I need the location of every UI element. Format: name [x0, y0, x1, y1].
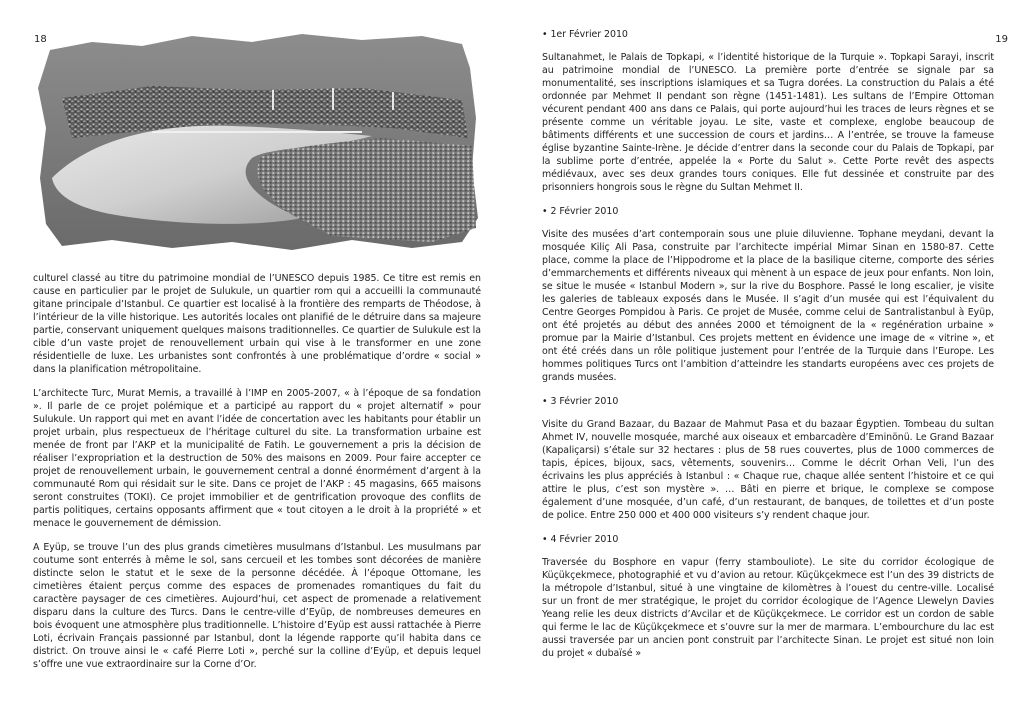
paragraph: Traversée du Bosphore en vapur (ferry stambouliote). Le site du corridor écologique de Küçükçekmece, photographié et vu d’avion au retour. Küçükçekmece est l’un des 39 districts de la métropole d’Istanbul, situé à une vingtaine de kilomètres à l’ouest du centre-ville. Localisé sur un front de mer stratégique, le projet du corridor écologique de l’Agence Llewelyn Davies Yeang relie les deux districts d’Avcilar et de Küçükçekmece. Le corridor est un cordon de sable qui ferme le lac de Küçükçekmece et s’ouvre sur la mer de marmara. L’embourchure du lac est aussi traversée par un ancien pont construit par l’architecte Sinan. Le projet est situé non loin du projet « dubaïsé » — [542, 557, 994, 659]
page-number-right: 19 — [995, 34, 1008, 45]
paragraph: Visite du Grand Bazaar, du Bazaar de Mahmut Pasa et du bazaar Égyptien. Tombeau du sultan Ahmet IV, nouvelle mosquée, marché aux oiseaux et embarcadère d’Eminönü. Le Grand Bazaar (Kapaliçarsi) s’étale sur 32 hectares : plus de 58 rues couvertes, plus de 1000 commerces de tapis, épices, bijoux, sacs, vêtements, souvenirs… Comme le décrit Orhan Veli, l’un des écrivains les plus appréciés à Istanbul : « Chaque rue, chaque allée sentent l’histoire et ce qui attire le plus, c’est son mystère ». … Bâti en pierre et brique, le complexe se compose également d’une mosquée, d’un café, d’un restaurant, de banques, de toilettes et d’un poste de police. Entre 250 000 et 400 000 visiteurs s’y rendent chaque jour. — [542, 419, 994, 521]
left-page-text — [33, 272, 481, 682]
paragraph: culturel classé au titre du patrimoine mondial de l’UNESCO depuis 1985. Ce titre est remis en cause en particulier par le projet de Sulukule, un quartier rom qui a accueilli la communauté gitane principale d’Istanbul. Ce quartier est localisé à la frontière des remparts de Théodose, à l’intérieur de la ville historique. Les autorités locales ont planifié de le détruire dans sa majeure partie, conservant uniquement quelques maisons traditionnelles. Ce quartier de Sulukule est la cible d’un vaste projet de renouvellement urbain qui vise à le transformer en une zone résidentielle de luxe. Les urbanistes sont confrontés à une problématique d’ordre « social » dans la planification métropolitaine. — [33, 273, 481, 375]
diary-date-heading: • 3 Février 2010 — [542, 396, 619, 407]
paragraph: L’architecte Turc, Murat Memis, a travaillé à l’IMP en 2005-2007, « à l’époque de sa fondation ». Il parle de ce projet polémique et a participé au rapport du « projet alternatif » pour Sulukule. Un rapport qui met en avant l’idée de concertation avec les habitants pour établir un projet urbain, plus respectueux de l’héritage culturel du site. La transformation urbaine est menée de front par l’AKP et la municipalité de Fatih. Le gouvernement a pris la décision de réaliser l’expropriation et la destruction de 50% des maisons en 2009. Pour faire accepter ce projet de renouvellement urbain, le gouvernement central a donné énormément d’argent à la communauté Rom qui résidait sur le site. Dans ce projet de l’AKP : 45 magasins, 665 maisons seront construites (TOKI). Ce projet immobilier et de gentrification provoque des conflits de partis politiques, certains opposants affirment que « tout citoyen a le droit à la propriété » et menace le gouvernement de démission. — [33, 388, 481, 529]
diary-date-heading: • 4 Février 2010 — [542, 534, 619, 545]
diary-date-heading: • 1er Février 2010 — [542, 29, 628, 40]
page-number-left: 18 — [34, 34, 47, 45]
paragraph: A Eyüp, se trouve l’un des plus grands cimetières musulmans d’Istanbul. Les musulmans par coutume sont enterrés à même le sol, sans cercueil et les tombes sont décorées de manière distincte selon le statut et le sexe de la personne décédée. À l’époque Ottomane, les cimetières étaient perçus comme des espaces de promenades romantiques du fait du caractère paysager de ces cimetières. Aujourd’hui, cet aspect de promenade a relativement disparu dans la culture des Turcs. Dans le centre-ville d’Eyüp, de nombreuses demeures en bois évoquent une atmosphère plus traditionnelle. L’histoire d’Eyüp est aussi rattachée à Pierre Loti, écrivain Français passionné par Istanbul, dont la légende rapporte qu’il habita dans ce district. On trouve ainsi le « café Pierre Loti », perché sur la colline d’Eyüp, et depuis lequel s’offre une vue extraordinaire sur la Corne d’Or. — [33, 542, 481, 670]
right-page-text — [542, 28, 994, 671]
paragraph: Visite des musées d’art contemporain sous une pluie diluvienne. Tophane meydani, devant la mosquée Kiliç Ali Pasa, construite par l’architecte impérial Mimar Sinan en 1580-87. Cette place, comme la place de l’Hippodrome et la place de la basilique citerne, comporte des séries d’emmarchements et différents niveaux qui mènent à un espace de jeux pour enfants. Non loin, se situe le musée « Istanbul Modern », sur la rive du Bosphore. Passé le long escalier, je visite les galeries de tableaux exposés dans le Musée. Il s’agit d’un musée qui est l’équivalent du Centre Georges Pompidou à Paris. Ce projet de Musée, comme celui de Santralistanbul à Eyüp, ont été projetés au début des années 2000 et témoignent de la « regénération urbaine » promue par la Mairie d’Istanbul. Ces projets mettent en évidence une image de « vitrine », et ont été créés dans un rôle politique justement pour l’entrée de la Turquie dans l’Europe. Les hommes politiques Turcs ont l’ambition d’atteindre les standarts européens avec ces projets de grands musées. — [542, 229, 994, 383]
istanbul-aerial-photo — [32, 28, 482, 254]
paragraph: Sultanahmet, le Palais de Topkapi, « l’identité historique de la Turquie ». Topkapi Sarayi, inscrit au patrimoine mondial de l’UNESCO. La première porte d’entrée se signale par sa monumentalité, ses inscriptions islamiques et sa Tugra dorées. La construction du Palais a été ordonnée par Mehmet II pendant son règne (1451-1481). Les sultans de l’Empire Ottoman vécurent pendant 400 ans dans ce Palais, qui porte aujourd’hui les traces de leurs règnes et se présente comme un véritable joyau. Le site, vaste et complexe, englobe beaucoup de bâtiments différents et une succession de cours et jardins… A l’entrée, se trouve la fameuse église byzantine Sainte-Irène. Je décide d’entrer dans la seconde cour du Palais de Topkapi, par la sublime porte d’entrée, appelée la « Porte du Salut ». Cette Porte revêt des aspects médiévaux, avec ses deux grandes tours coniques. Elle fut dessinée et construite par des prisonniers hongrois sous le règne du Sultan Mehmet II. — [542, 52, 994, 193]
diary-date-heading: • 2 Février 2010 — [542, 206, 619, 217]
